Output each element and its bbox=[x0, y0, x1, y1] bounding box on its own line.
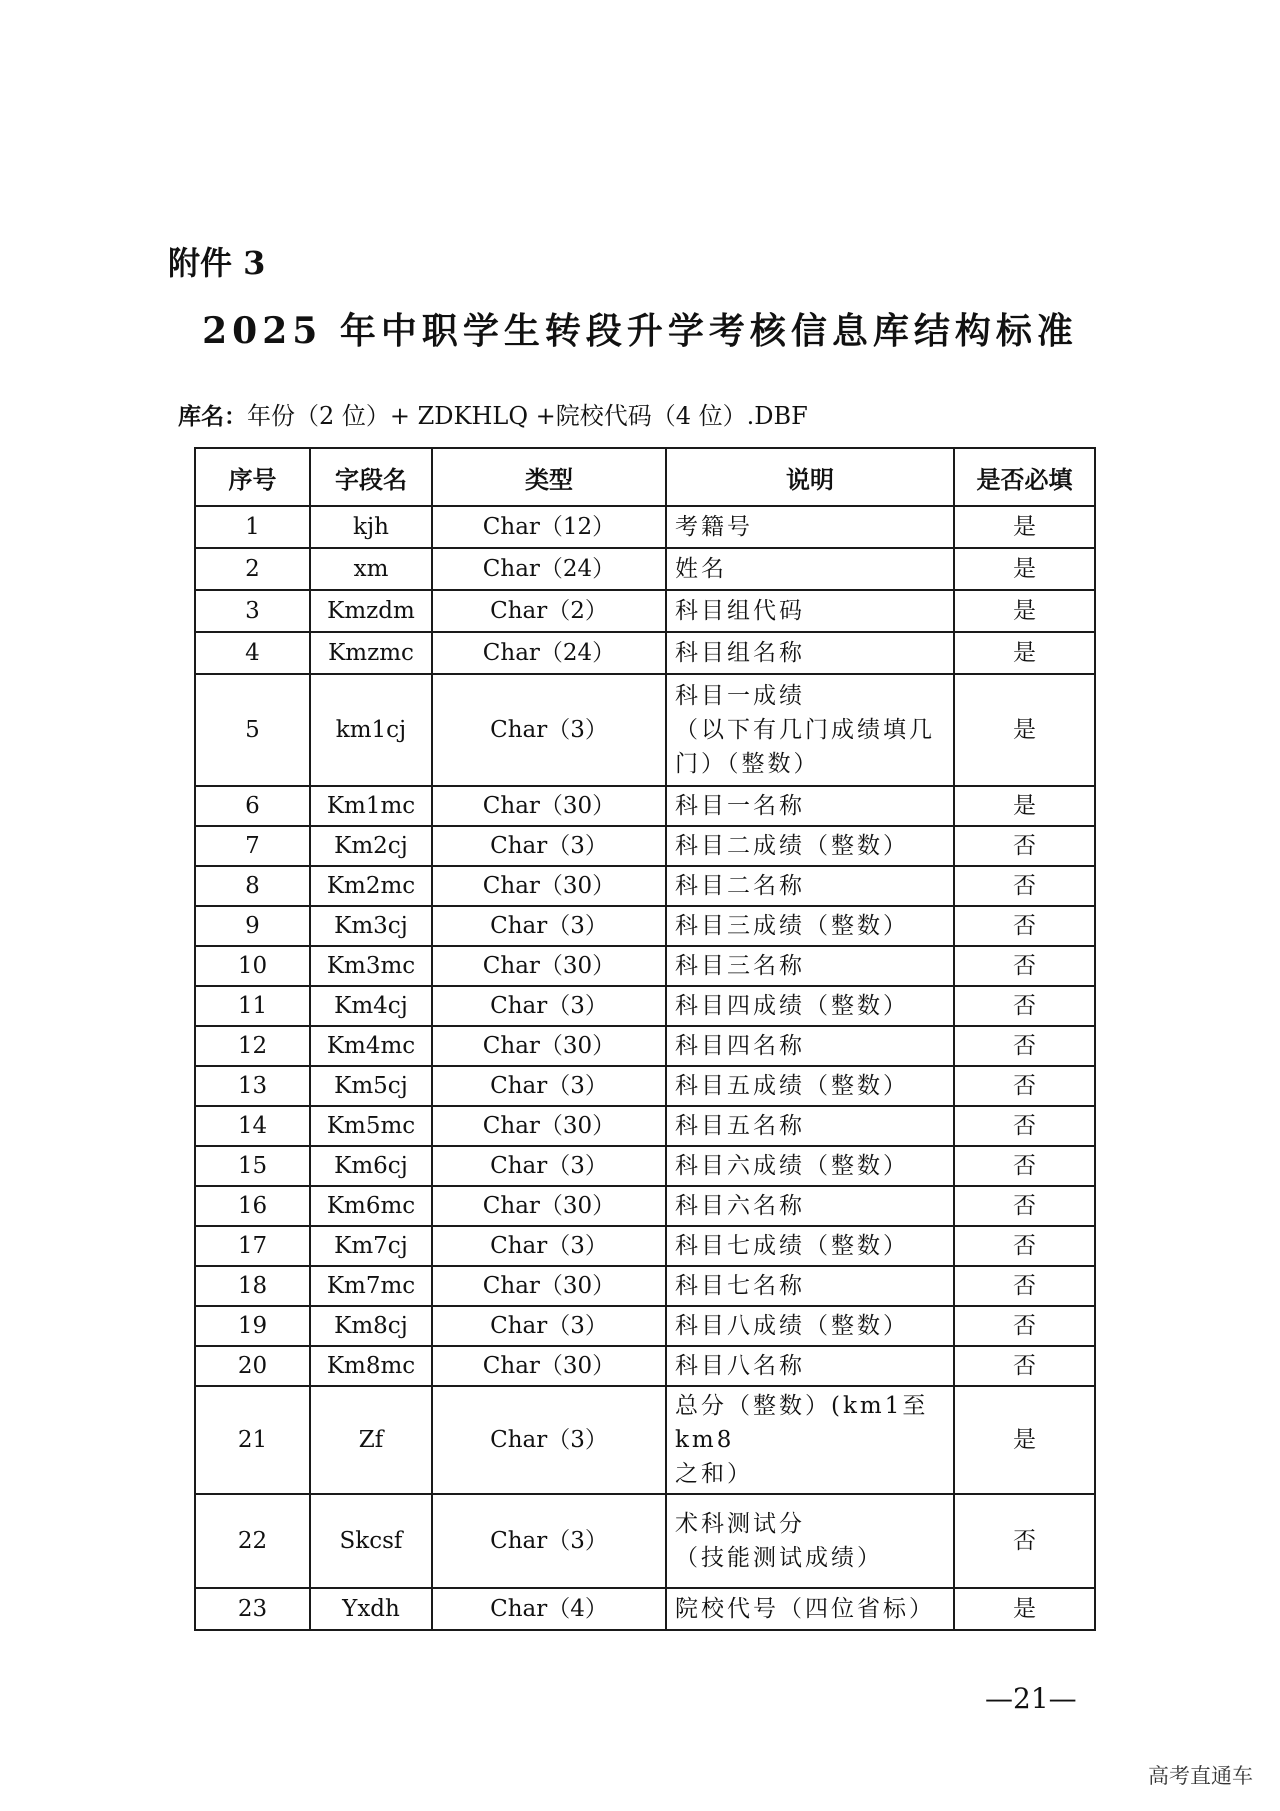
cell-type: Char（30） bbox=[432, 1186, 666, 1226]
cell-field: Km5mc bbox=[310, 1106, 432, 1146]
table-row bbox=[195, 1386, 1095, 1494]
cell-field: Yxdh bbox=[310, 1588, 432, 1630]
header-type: 类型 bbox=[432, 448, 666, 506]
attachment-label: 附件 3 bbox=[168, 244, 266, 282]
desc-line: 考籍号 bbox=[675, 514, 753, 540]
cell-desc bbox=[666, 1494, 954, 1588]
cell-desc bbox=[666, 632, 954, 674]
cell-type: Char（3） bbox=[432, 826, 666, 866]
table-row bbox=[195, 1026, 1095, 1066]
cell-field: Skcsf bbox=[310, 1494, 432, 1588]
cell-type: Char（30） bbox=[432, 786, 666, 826]
table-row bbox=[195, 1226, 1095, 1266]
cell-required: 否 bbox=[954, 866, 1095, 906]
cell-type: Char（3） bbox=[432, 1386, 666, 1494]
table-row bbox=[195, 1186, 1095, 1226]
table-header-row bbox=[195, 448, 1095, 506]
cell-desc bbox=[666, 906, 954, 946]
cell-no: 2 bbox=[195, 548, 310, 590]
watermark: 高考直通车 bbox=[1148, 1764, 1253, 1788]
cell-field: kjh bbox=[310, 506, 432, 548]
field-structure-table bbox=[194, 447, 1096, 1631]
desc-line: 科目组代码 bbox=[675, 598, 805, 624]
cell-field: Km3cj bbox=[310, 906, 432, 946]
cell-field: Km8mc bbox=[310, 1346, 432, 1386]
desc-line: （以下有几门成绩填几 bbox=[675, 717, 935, 743]
cell-no: 22 bbox=[195, 1494, 310, 1588]
cell-desc bbox=[666, 1306, 954, 1346]
cell-desc bbox=[666, 1588, 954, 1630]
cell-type: Char（30） bbox=[432, 1346, 666, 1386]
desc-line: 科目组名称 bbox=[675, 640, 805, 666]
cell-desc bbox=[666, 1226, 954, 1266]
cell-desc bbox=[666, 1266, 954, 1306]
header-field: 字段名 bbox=[310, 448, 432, 506]
cell-required: 否 bbox=[954, 946, 1095, 986]
cell-no: 9 bbox=[195, 906, 310, 946]
cell-field: Km2cj bbox=[310, 826, 432, 866]
desc-line: 科目五成绩（整数） bbox=[675, 1073, 909, 1099]
table-row bbox=[195, 1306, 1095, 1346]
cell-field: Km6cj bbox=[310, 1146, 432, 1186]
desc-line: 科目七名称 bbox=[675, 1273, 805, 1299]
cell-required: 否 bbox=[954, 1146, 1095, 1186]
cell-field: Km7cj bbox=[310, 1226, 432, 1266]
cell-required: 否 bbox=[954, 1226, 1095, 1266]
cell-no: 6 bbox=[195, 786, 310, 826]
cell-no: 3 bbox=[195, 590, 310, 632]
table-row bbox=[195, 946, 1095, 986]
cell-no: 8 bbox=[195, 866, 310, 906]
cell-desc bbox=[666, 1346, 954, 1386]
cell-desc bbox=[666, 826, 954, 866]
cell-type: Char（30） bbox=[432, 1106, 666, 1146]
cell-required: 否 bbox=[954, 906, 1095, 946]
table-row bbox=[195, 590, 1095, 632]
desc-line: 术科测试分 bbox=[675, 1511, 805, 1537]
cell-field: Km8cj bbox=[310, 1306, 432, 1346]
cell-no: 18 bbox=[195, 1266, 310, 1306]
cell-type: Char（24） bbox=[432, 548, 666, 590]
desc-line: 总分（整数）(km1至km8 bbox=[675, 1393, 929, 1453]
cell-desc bbox=[666, 1146, 954, 1186]
cell-field: Km1mc bbox=[310, 786, 432, 826]
cell-type: Char（3） bbox=[432, 1146, 666, 1186]
cell-desc bbox=[666, 506, 954, 548]
cell-field: km1cj bbox=[310, 674, 432, 786]
cell-required: 否 bbox=[954, 1494, 1095, 1588]
desc-line: 科目二成绩（整数） bbox=[675, 833, 909, 859]
header-required: 是否必填 bbox=[954, 448, 1095, 506]
table-row bbox=[195, 674, 1095, 786]
desc-line: 科目六名称 bbox=[675, 1193, 805, 1219]
table-row bbox=[195, 826, 1095, 866]
cell-no: 13 bbox=[195, 1066, 310, 1106]
table-row bbox=[195, 1106, 1095, 1146]
cell-type: Char（30） bbox=[432, 866, 666, 906]
table-row bbox=[195, 1588, 1095, 1630]
table-row bbox=[195, 1494, 1095, 1588]
cell-desc bbox=[666, 1186, 954, 1226]
cell-required: 是 bbox=[954, 1386, 1095, 1494]
desc-line: 科目六成绩（整数） bbox=[675, 1153, 909, 1179]
cell-field: Km7mc bbox=[310, 1266, 432, 1306]
cell-required: 是 bbox=[954, 632, 1095, 674]
cell-required: 否 bbox=[954, 1106, 1095, 1146]
table-row bbox=[195, 1346, 1095, 1386]
cell-no: 10 bbox=[195, 946, 310, 986]
cell-type: Char（2） bbox=[432, 590, 666, 632]
cell-field: Km4mc bbox=[310, 1026, 432, 1066]
cell-no: 5 bbox=[195, 674, 310, 786]
cell-desc bbox=[666, 946, 954, 986]
cell-no: 12 bbox=[195, 1026, 310, 1066]
cell-required: 否 bbox=[954, 1066, 1095, 1106]
table-row bbox=[195, 906, 1095, 946]
desc-line: 科目八名称 bbox=[675, 1353, 805, 1379]
table-row bbox=[195, 1266, 1095, 1306]
table-row bbox=[195, 632, 1095, 674]
library-name-label: 库名： bbox=[178, 404, 247, 430]
cell-no: 23 bbox=[195, 1588, 310, 1630]
table-row bbox=[195, 1066, 1095, 1106]
cell-desc bbox=[666, 1106, 954, 1146]
cell-type: Char（3） bbox=[432, 906, 666, 946]
desc-line: 科目七成绩（整数） bbox=[675, 1233, 909, 1259]
table-row bbox=[195, 548, 1095, 590]
page-number: —21— bbox=[985, 1682, 1077, 1715]
library-name bbox=[178, 396, 808, 431]
cell-required: 否 bbox=[954, 1306, 1095, 1346]
cell-no: 21 bbox=[195, 1386, 310, 1494]
cell-required: 否 bbox=[954, 826, 1095, 866]
table-body bbox=[195, 506, 1095, 1630]
cell-required: 是 bbox=[954, 674, 1095, 786]
cell-required: 是 bbox=[954, 1588, 1095, 1630]
cell-required: 是 bbox=[954, 506, 1095, 548]
cell-required: 否 bbox=[954, 1346, 1095, 1386]
cell-field: Km4cj bbox=[310, 986, 432, 1026]
cell-type: Char（30） bbox=[432, 946, 666, 986]
cell-type: Char（3） bbox=[432, 1306, 666, 1346]
cell-type: Char（3） bbox=[432, 1066, 666, 1106]
cell-no: 19 bbox=[195, 1306, 310, 1346]
cell-desc bbox=[666, 590, 954, 632]
cell-type: Char（3） bbox=[432, 1226, 666, 1266]
desc-line: 科目四名称 bbox=[675, 1033, 805, 1059]
cell-type: Char（3） bbox=[432, 986, 666, 1026]
desc-line: 科目四成绩（整数） bbox=[675, 993, 909, 1019]
cell-type: Char（30） bbox=[432, 1266, 666, 1306]
cell-required: 是 bbox=[954, 786, 1095, 826]
cell-field: xm bbox=[310, 548, 432, 590]
cell-desc bbox=[666, 986, 954, 1026]
cell-required: 是 bbox=[954, 548, 1095, 590]
desc-line: 之和） bbox=[675, 1461, 753, 1487]
cell-no: 16 bbox=[195, 1186, 310, 1226]
cell-type: Char（12） bbox=[432, 506, 666, 548]
cell-no: 7 bbox=[195, 826, 310, 866]
desc-line: 院校代号（四位省标） bbox=[675, 1596, 935, 1622]
library-name-value: 年份（2 位）+ ZDKHLQ +院校代码（4 位）.DBF bbox=[247, 402, 808, 430]
table-row bbox=[195, 1146, 1095, 1186]
document-title: 2025 年中职学生转段升学考核信息库结构标准 bbox=[202, 310, 1078, 352]
cell-field: Kmzmc bbox=[310, 632, 432, 674]
cell-no: 11 bbox=[195, 986, 310, 1026]
table-row bbox=[195, 986, 1095, 1026]
desc-line: 科目一名称 bbox=[675, 793, 805, 819]
cell-required: 否 bbox=[954, 1026, 1095, 1066]
desc-line: 科目一成绩 bbox=[675, 683, 805, 709]
cell-type: Char（3） bbox=[432, 674, 666, 786]
cell-no: 14 bbox=[195, 1106, 310, 1146]
desc-line: 科目三名称 bbox=[675, 953, 805, 979]
cell-type: Char（30） bbox=[432, 1026, 666, 1066]
desc-line: （技能测试成绩） bbox=[675, 1545, 883, 1571]
cell-required: 否 bbox=[954, 1186, 1095, 1226]
cell-type: Char（4） bbox=[432, 1588, 666, 1630]
cell-type: Char（3） bbox=[432, 1494, 666, 1588]
cell-desc bbox=[666, 1026, 954, 1066]
desc-line: 科目二名称 bbox=[675, 873, 805, 899]
cell-no: 17 bbox=[195, 1226, 310, 1266]
cell-desc bbox=[666, 1386, 954, 1494]
cell-no: 4 bbox=[195, 632, 310, 674]
desc-line: 门）（整数） bbox=[675, 751, 820, 777]
cell-no: 1 bbox=[195, 506, 310, 548]
cell-type: Char（24） bbox=[432, 632, 666, 674]
cell-field: Km2mc bbox=[310, 866, 432, 906]
cell-field: Km6mc bbox=[310, 1186, 432, 1226]
cell-field: Kmzdm bbox=[310, 590, 432, 632]
desc-line: 科目五名称 bbox=[675, 1113, 805, 1139]
desc-line: 科目三成绩（整数） bbox=[675, 913, 909, 939]
cell-field: Km5cj bbox=[310, 1066, 432, 1106]
cell-field: Zf bbox=[310, 1386, 432, 1494]
cell-required: 否 bbox=[954, 1266, 1095, 1306]
header-desc: 说明 bbox=[666, 448, 954, 506]
cell-field: Km3mc bbox=[310, 946, 432, 986]
cell-desc bbox=[666, 674, 954, 786]
desc-line: 科目八成绩（整数） bbox=[675, 1313, 909, 1339]
table-row bbox=[195, 866, 1095, 906]
table-row bbox=[195, 506, 1095, 548]
cell-required: 否 bbox=[954, 986, 1095, 1026]
cell-desc bbox=[666, 866, 954, 906]
cell-desc bbox=[666, 786, 954, 826]
cell-no: 15 bbox=[195, 1146, 310, 1186]
cell-required: 是 bbox=[954, 590, 1095, 632]
desc-line: 姓名 bbox=[675, 556, 727, 582]
table-row bbox=[195, 786, 1095, 826]
cell-desc bbox=[666, 1066, 954, 1106]
cell-no: 20 bbox=[195, 1346, 310, 1386]
cell-desc bbox=[666, 548, 954, 590]
header-no: 序号 bbox=[195, 448, 310, 506]
